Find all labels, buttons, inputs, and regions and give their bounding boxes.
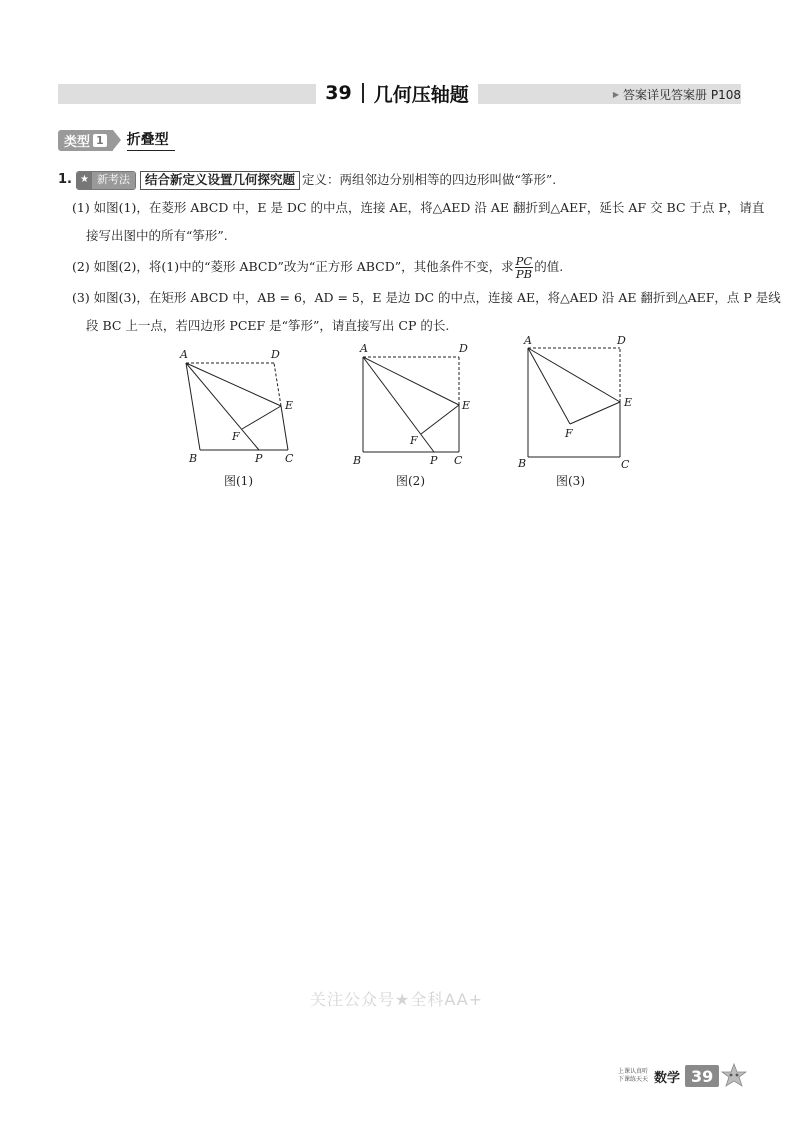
part1-line2: 接写出图中的所有“筝形”.: [86, 228, 228, 243]
fig1-line-ae: [186, 363, 281, 406]
footer-motto-line1: 上课认真听: [618, 1068, 649, 1075]
fig2-line-ae: [363, 357, 459, 405]
fig3-label-a: A: [524, 334, 532, 347]
fig3-label-c: C: [621, 458, 630, 471]
watermark: 关注公众号★全科AA+: [310, 990, 484, 1009]
type-number: 1: [93, 134, 107, 147]
type-label: 类型: [64, 134, 91, 150]
type-name: 折叠型: [127, 129, 175, 151]
chapter-number: 39: [325, 82, 352, 104]
footer-motto-line2: 下课练天天: [618, 1076, 649, 1083]
figure-1-diagram: [176, 344, 306, 468]
section-type: [58, 129, 175, 151]
fig1-label-e: E: [285, 399, 294, 412]
fig1-label-f: F: [232, 430, 240, 443]
new-method-badge: [76, 171, 136, 190]
footer-subject: 数学: [654, 1070, 681, 1086]
part3-line1: (3) 如图(3)，在矩形 ABCD 中，AB = 6，AD = 5，E 是边 DC 的中点，连接 AE，将△AED 沿 AE 翻折到△AEF，点 P 是线: [72, 290, 781, 305]
answer-reference: [613, 86, 741, 103]
fig2-label-d: D: [459, 342, 468, 355]
figure-3-caption: 图(3): [556, 474, 585, 488]
triangle-right-icon: ▶: [612, 90, 620, 99]
fig2-label-e: E: [462, 399, 471, 412]
fig3-label-f: F: [565, 427, 573, 440]
part1-line1: (1) 如图(1)，在菱形 ABCD 中，E 是 DC 的中点，连接 AE，将△AED 沿 AE 翻折到△AEF，延长 AF 交 BC 于点 P，请直: [72, 200, 765, 215]
page-footer: [618, 1063, 747, 1089]
figure-1-caption: 图(1): [224, 474, 253, 488]
fig2-label-c: C: [454, 454, 463, 467]
fig1-label-b: B: [189, 452, 198, 465]
fig2-line-ef: [421, 405, 459, 434]
answer-reference-text: 答案详见答案册 P108: [623, 88, 741, 102]
fig1-side-ed: [274, 363, 281, 406]
part2-text-after: 的值.: [534, 259, 564, 274]
star-mascot-icon: [721, 1063, 747, 1089]
problem-intro: 定义：两组邻边分别相等的四边形叫做“筝形”.: [301, 172, 557, 187]
star-icon: ★: [77, 172, 92, 189]
fraction-pc-pb: [515, 255, 534, 280]
fig3-label-b: B: [518, 457, 527, 470]
problem-1: [58, 166, 781, 340]
fig1-line-ap: [186, 363, 259, 450]
chapter-title: 几何压轴题: [373, 83, 469, 106]
footer-motto: [618, 1068, 648, 1084]
fig2-label-b: B: [353, 454, 362, 467]
fig2-label-f: F: [410, 434, 418, 447]
fig1-label-c: C: [285, 452, 294, 465]
part2-line: [58, 250, 748, 284]
fig3-label-d: D: [617, 334, 626, 347]
fig1-label-p: P: [255, 452, 263, 465]
fraction-denominator: PB: [515, 266, 533, 281]
problem-tag: 结合新定义设置几何探究题: [140, 171, 300, 190]
badge-label: 新考法: [92, 172, 135, 189]
fig1-side-ab: [186, 363, 200, 450]
fig1-label-a: A: [180, 348, 188, 361]
type-arrow: [113, 130, 121, 150]
figure-2-caption: 图(2): [396, 474, 425, 488]
figure-2-diagram: [350, 340, 480, 468]
problem-number: 1.: [58, 172, 72, 187]
chapter-separator: [362, 83, 364, 103]
fig1-line-ef: [242, 406, 281, 429]
fig3-line-ae: [528, 348, 620, 402]
fig3-line-af: [528, 348, 570, 424]
fig1-label-d: D: [271, 348, 280, 361]
fig2-label-p: P: [430, 454, 438, 467]
chapter-heading: [316, 78, 478, 108]
fig2-line-ap: [363, 357, 434, 452]
fig3-line-ef: [570, 402, 620, 424]
fig3-label-e: E: [624, 396, 633, 409]
figure-3-diagram: [514, 332, 644, 472]
page-number: 39: [685, 1065, 719, 1087]
fig2-label-a: A: [360, 342, 368, 355]
part2-text-before: (2) 如图(2)，将(1)中的“菱形 ABCD”改为“正方形 ABCD”，其他条件不变，求: [72, 259, 514, 274]
problem-intro-line: [58, 166, 748, 194]
type-tag: [58, 130, 113, 151]
part3-line2: 段 BC 上一点，若四边形 PCEF 是“筝形”，请直接写出 CP 的长.: [86, 318, 450, 333]
fig1-side-ce: [281, 406, 288, 450]
fraction-numerator: PC: [515, 253, 533, 268]
